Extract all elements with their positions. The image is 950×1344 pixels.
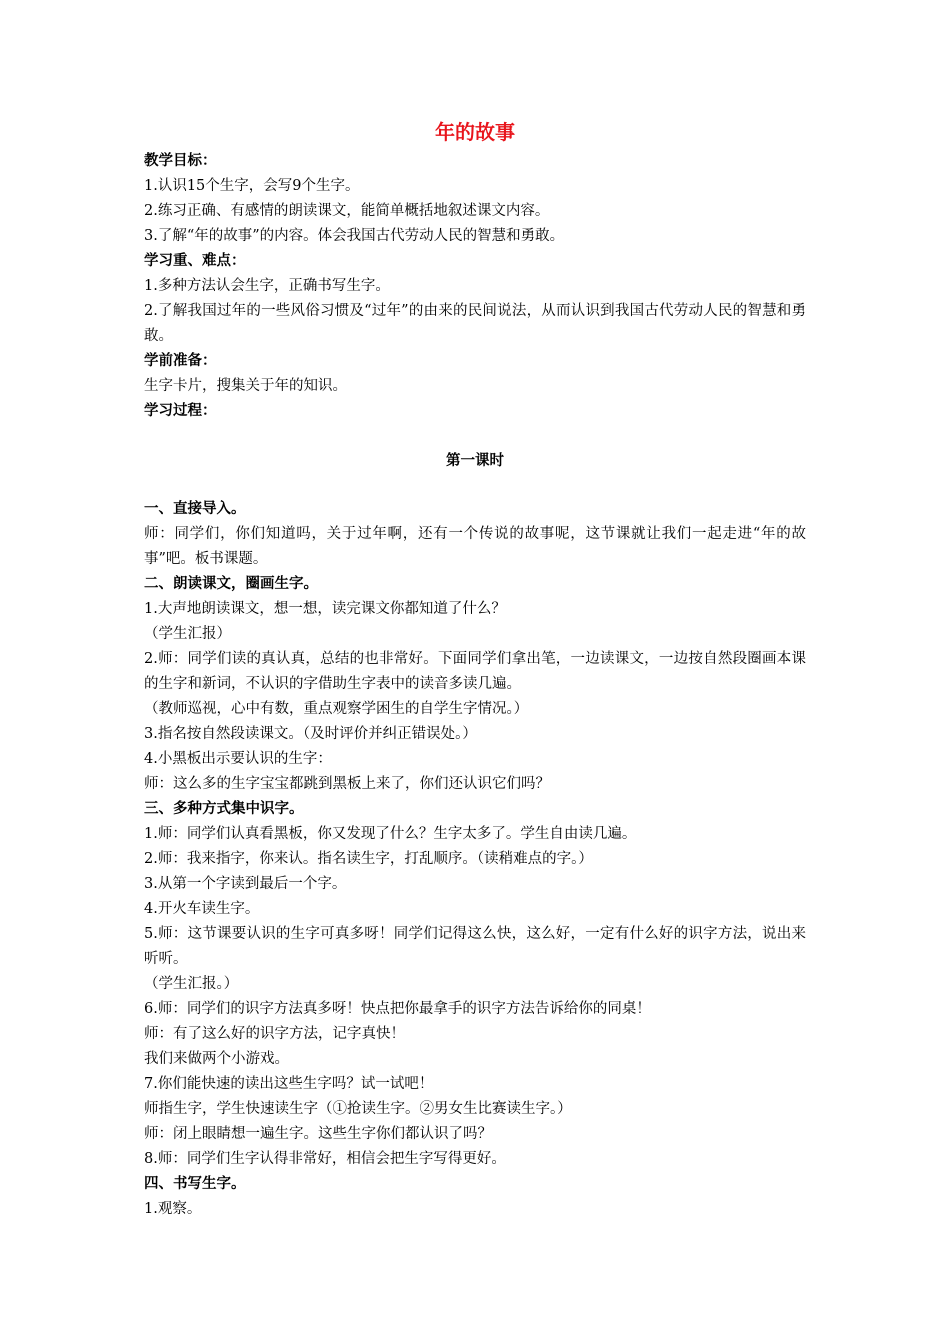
objectives-heading: 教学目标： [144, 153, 217, 169]
section-heading: 二、朗读课文，圈画生字。 [144, 576, 318, 592]
objective-item: 2.练习正确、有感情的朗读课文，能简单概括地叙述课文内容。 [144, 203, 550, 219]
section-heading: 三、多种方式集中识字。 [144, 801, 304, 817]
preparation-heading: 学前准备： [144, 353, 217, 369]
list-item: 2.师：我来指字，你来认。指名读生字，打乱顺序。（读稍难点的字。） [144, 851, 593, 867]
list-item: 师：这么多的生字宝宝都跳到黑板上来了，你们还认识它们吗？ [144, 776, 550, 792]
objectives-section [144, 149, 806, 424]
lesson-heading: 第一课时 [446, 453, 504, 469]
list-item: 4.小黑板出示要认识的生字： [144, 751, 332, 767]
list-item: 1.观察。 [144, 1201, 202, 1217]
list-item: 5.师：这节课要认识的生字可真多呀！同学们记得这么快，这么好，一定有什么好的识字方法，说出来听听。 [144, 926, 806, 967]
list-item: 1.大声地朗读课文，想一想，读完课文你都知道了什么？ [144, 601, 506, 617]
key-point-item: 1.多种方法认会生字，正确书写生字。 [144, 278, 390, 294]
objective-item: 1.认识15个生字，会写9个生字。 [144, 178, 360, 194]
key-point-item: 2.了解我国过年的一些风俗习惯及“过年”的由来的民间说法，从而认识到我国古代劳动人民的智慧和勇敢。 [144, 303, 806, 344]
list-item: 2.师：同学们读的真认真，总结的也非常好。下面同学们拿出笔，一边读课文，一边按自然段圈画本课的生字和新词，不认识的字借助生字表中的读音多读几遍。 [144, 651, 806, 692]
document-title: 年的故事 [435, 120, 515, 144]
list-item: 3.指名按自然段读课文。（及时评价并纠正错误处。） [144, 726, 477, 742]
list-item: （学生汇报。） [144, 976, 239, 992]
list-item: 1.师：同学们认真看黑板，你又发现了什么？生字太多了。学生自由读几遍。 [144, 826, 637, 842]
list-item: 师指生字，学生快速读生字（①抢读生字。②男女生比赛读生字。） [144, 1101, 572, 1117]
list-item: 师：有了这么好的识字方法，记字真快！ [144, 1026, 405, 1042]
list-item: 6.师：同学们的识字方法真多呀！快点把你最拿手的识字方法告诉给你的同桌！ [144, 1001, 651, 1017]
objective-item: 3.了解“年的故事”的内容。体会我国古代劳动人民的智慧和勇敢。 [144, 228, 565, 244]
lesson-body [144, 497, 806, 1222]
section-text: 师：同学们，你们知道吗，关于过年啊，还有一个传说的故事呢，这节课就让我们一起走进“年的故事”吧。板书课题。 [144, 526, 806, 567]
preparation-text: 生字卡片，搜集关于年的知识。 [144, 378, 347, 394]
list-item: 7.你们能快速的读出这些生字吗？试一试吧！ [144, 1076, 434, 1092]
list-item: 师：闭上眼睛想一遍生字。这些生字你们都认识了吗？ [144, 1126, 492, 1142]
list-item: （学生汇报） [144, 626, 231, 642]
list-item: 4.开火车读生字。 [144, 901, 260, 917]
list-item: （教师巡视，心中有数，重点观察学困生的自学生字情况。） [144, 701, 529, 717]
list-item: 我们来做两个小游戏。 [144, 1051, 289, 1067]
section-heading: 四、书写生字。 [144, 1176, 246, 1192]
section-heading: 一、直接导入。 [144, 501, 246, 517]
list-item: 8.师：同学们生字认得非常好，相信会把生字写得更好。 [144, 1151, 506, 1167]
key-points-heading: 学习重、难点： [144, 253, 246, 269]
process-heading: 学习过程： [144, 403, 217, 419]
list-item: 3.从第一个字读到最后一个字。 [144, 876, 347, 892]
